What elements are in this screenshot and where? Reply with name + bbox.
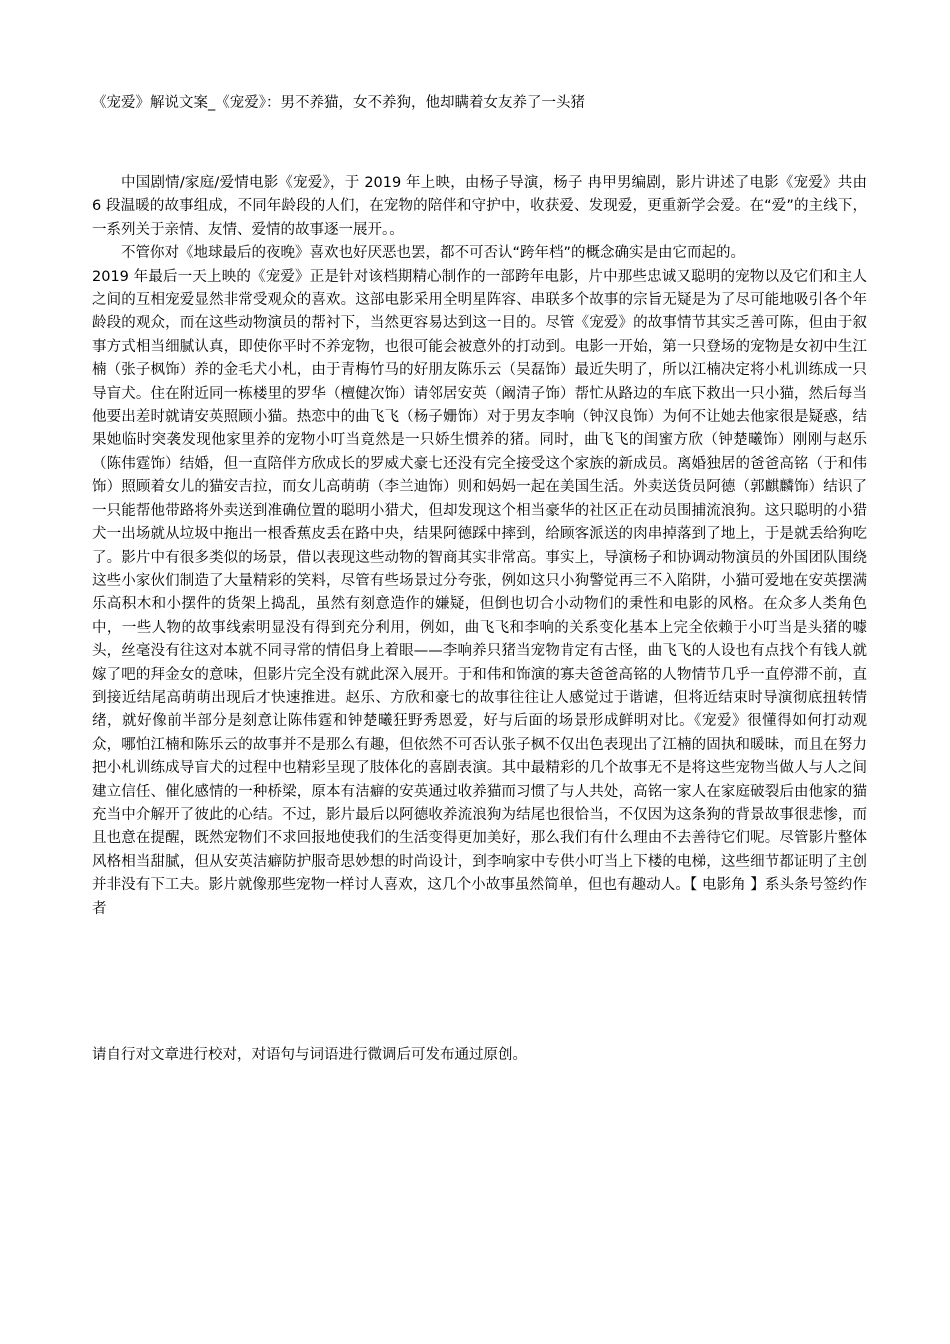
document-title: 《宠爱》解说文案_《宠爱》：男不养猫，女不养狗，他却瞒着女友养了一头猪 (92, 95, 585, 111)
paragraph-intro: 中国剧情/家庭/爱情电影《宠爱》，于 2019 年上映，由杨子导演，杨子 冉甲男编剧，影片讲述了电影《宠爱》共由 6 段温暖的故事组成，不同年龄段的人们，在宠物的陪伴和守护中，收获爱、发现爱，更重新学会爱。在“爱”的主线下，一系列关于亲情、友情、爱情的故事逐一展开。。 (92, 175, 867, 238)
paragraph-new-year-slot: 不管你对《地球最后的夜晚》喜欢也好厌恶也罢，都不可否认“跨年档”的概念确实是由它而起的。 (121, 245, 746, 262)
proofread-note: 请自行对文章进行校对，对语句与词语进行微调后可发布通过原创。 (92, 1047, 527, 1063)
paragraph-review: 2019 年最后一天上映的《宠爱》正是针对该档期精心制作的一部跨年电影，片中那些忠诚又聪明的宠物以及它们和主人之间的互相宠爱显然非常受观众的喜欢。这部电影采用全明星阵容、串联多个故事的宗旨无疑是为了尽可能地吸引各个年龄段的观众，而在这些动物演员的帮衬下，当然更容易达到这一目的。尽管《宠爱》的故事情节其实乏善可陈，但由于叙事方式相当细腻认真，即使你平时不养宠物，也很可能会被意外的打动到。电影一开始，第一只登场的宠物是女初中生江楠（张子枫饰）养的金毛犬小札，由于青梅竹马的好朋友陈乐云（吴磊饰）最近失明了，所以江楠决定将小札训练成一只导盲犬。住在附近同一栋楼里的罗华（檀健次饰）请邻居安英（阚清子饰）帮忙从路边的车底下救出一只小猫，然后每当他要出差时就请安英照顾小猫。热恋中的曲飞飞（杨子姗饰）对于男友李响（钟汉良饰）为何不让她去他家很是疑惑，结果她临时突袭发现他家里养的宠物小叮当竟然是一只娇生惯养的猪。同时，曲飞飞的闺蜜方欣（钟楚曦饰）刚刚与赵乐（陈伟霆饰）结婚，但一直陪伴方欣成长的罗威犬豪七还没有完全接受这个家族的新成员。离婚独居的爸爸高铭（于和伟饰）照顾着女儿的猫安吉拉，而女儿高萌萌（李兰迪饰）则和妈妈一起在美国生活。外卖送货员阿德（郭麒麟饰）结识了一只能帮他带路将外卖送到准确位置的聪明小猎犬，但却发现这个相当豪华的社区正在动员围捕流浪狗。这只聪明的小猎犬一出场就从垃圾中拖出一根香蕉皮丢在路中央，结果阿德踩中摔到，给顾客派送的肉串掉落到了地上，于是就丢给狗吃了。影片中有很多类似的场景，借以表现这些动物的智商其实非常高。事实上，导演杨子和协调动物演员的外国团队围绕这些小家伙们制造了大量精彩的笑料，尽管有些场景过分夸张，例如这只小狗警觉再三不入陷阱，小猫可爱地在安英摆满乐高积木和小摆件的货架上捣乱，虽然有刻意造作的嫌疑，但倒也切合小动物们的秉性和电影的风格。在众多人类角色中，一些人物的故事线索明显没有得到充分利用，例如，曲飞飞和李响的关系变化基本上完全依赖于小叮当是头猪的噱头，丝毫没有往这对本就不同寻常的情侣身上着眼——李响养只猪当宠物肯定有古怪，曲飞飞的人设也有点找个有钱人就嫁了吧的拜金女的意味，但影片完全没有就此深入展开。于和伟和饰演的寡夫爸爸高铭的人物情节几乎一直停滞不前，直到接近结尾高萌萌出现后才快速推进。赵乐、方欣和豪七的故事往往让人感觉过于谐谑，但将近结束时导演彻底扭转情绪，就好像前半部分是刻意让陈伟霆和钟楚曦狂野秀恩爱，好与后面的场景形成鲜明对比。《宠爱》很懂得如何打动观众，哪怕江楠和陈乐云的故事并不是那么有趣，但依然不可否认张子枫不仅出色表现出了江楠的固执和暖昧，而且在努力把小札训练成导盲犬的过程中也精彩呈现了肢体化的喜剧表演。其中最精彩的几个故事无不是将这些宠物当做人与人之间建立信任、催化感情的一种桥梁，原本有洁癖的安英通过收养猫而习惯了与人共处，高铭一家人在家庭破裂后由他家的猫充当中介解开了彼此的心结。不过，影片最后以阿德收养流浪狗为结尾也很恰当，不仅因为这条狗的背景故事很悲惨，而且也意在提醒，既然宠物们不求回报地使我们的生活变得更加美好，那么我们有什么理由不去善待它们呢。尽管影片整体风格相当甜腻，但从安英洁癖防护服奇思妙想的时尚设计，到李响家中专供小叮当上下楼的电梯，这些细节都证明了主创并非没有下工夫。影片就像那些宠物一样讨人喜欢，这几个小故事虽然简单，但也有趣动人。【 电影角 】系头条号签约作者 (92, 268, 867, 917)
article-body (92, 172, 867, 921)
